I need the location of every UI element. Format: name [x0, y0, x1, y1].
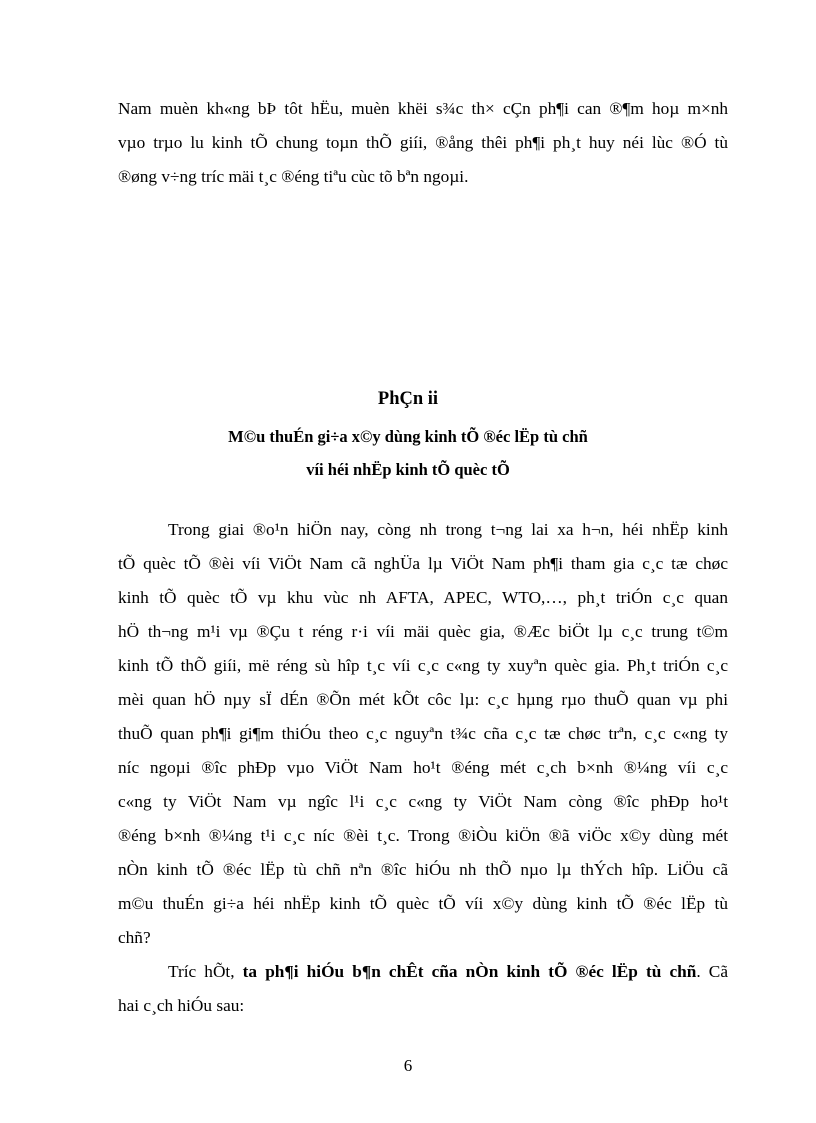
body-line-13: chñ?: [118, 928, 151, 947]
intro-line-2: vµo trµo lu kinh tÕ chung toµn thÕ giíi, ®ång thêi ph¶i ph¸t huy néi lùc ®Ó tù: [118, 133, 728, 152]
closing-lead-text: Tríc hÕt,: [168, 962, 243, 981]
body-line-10: ®éng b×nh ®¼ng t¹i c¸c níc ®èi t¸c. Trong ®iÒu kiÖn ®ã viÖc x©y dùng mét: [118, 826, 728, 845]
body-line-7: thuÕ quan ph¶i gi¶m thiÓu theo c¸c nguyªn t¾c cña c¸c tæ chøc trªn, c¸c c«ng ty: [118, 724, 728, 743]
body-line-9: c«ng ty ViÖt Nam vµ ngîc l¹i c¸c c«ng ty ViÖt Nam còng ®îc phÐp ho¹t: [118, 792, 728, 811]
closing-bold-phrase: ta ph¶i hiÓu b¶n chÊt cña nÒn kinh tÕ ®éc lËp tù chñ: [242, 962, 697, 981]
body-line-3: kinh tÕ quèc tÕ vµ khu vùc nh AFTA, APEC, WTO,…, ph¸t triÓn c¸c quan: [118, 588, 728, 607]
intro-line-1: Nam muèn kh«ng bÞ tôt hËu, muèn khëi s¾c th× cÇn ph¶i can ®¶m hoµ m×nh: [118, 99, 728, 118]
part-heading: PhÇn ii: [377, 389, 439, 409]
closing-line-2: hai c¸ch hiÓu sau:: [118, 996, 245, 1015]
closing-tail-text: . Cã: [696, 962, 728, 981]
body-line-5: kinh tÕ thÕ giíi, më réng sù hîp t¸c víi c¸c c«ng ty xuyªn quèc gia. Ph¸t triÓn c¸c: [118, 656, 728, 675]
section-title-line-2: víi héi nhËp kinh tÕ quèc tÕ: [306, 460, 510, 479]
body-line-1: Trong giai ®o¹n hiÖn nay, còng nh trong t¬ng lai xa h¬n, héi nhËp kinh: [168, 520, 728, 539]
body-line-8: níc ngoµi ®îc phÐp vµo ViÖt Nam ho¹t ®éng mét c¸ch b×nh ®¼ng víi c¸c: [118, 758, 728, 777]
body-line-2: tÕ quèc tÕ ®èi víi ViÖt Nam cã nghÜa lµ ViÖt Nam ph¶i tham gia c¸c tæ chøc: [118, 554, 728, 573]
body-line-12: m©u thuÉn gi÷a héi nhËp kinh tÕ quèc tÕ víi x©y dùng kinh tÕ ®éc lËp tù: [118, 894, 728, 913]
body-line-4: hÖ th¬ng m¹i vµ ®Çu t réng r·i víi mäi quèc gia, ®Æc biÖt lµ c¸c trung t©m: [118, 622, 728, 641]
section-title-line-1: M©u thuÉn gi÷a x©y dùng kinh tÕ ®éc lËp tù chñ: [228, 427, 588, 446]
intro-line-3: ®øng v÷ng tríc mäi t¸c ®éng tiªu cùc tõ bªn ngoµi.: [118, 167, 469, 186]
page-number: 6: [403, 1056, 413, 1075]
body-line-6: mèi quan hÖ nµy sÏ dÉn ®Õn mét kÕt côc lµ: c¸c hµng rµo thuÕ quan vµ phi: [118, 690, 728, 709]
body-line-11: nÒn kinh tÕ ®éc lËp tù chñ nªn ®îc hiÓu nh thÕ nµo lµ thÝch hîp. LiÖu cã: [118, 860, 728, 879]
closing-line-1: [168, 960, 728, 984]
